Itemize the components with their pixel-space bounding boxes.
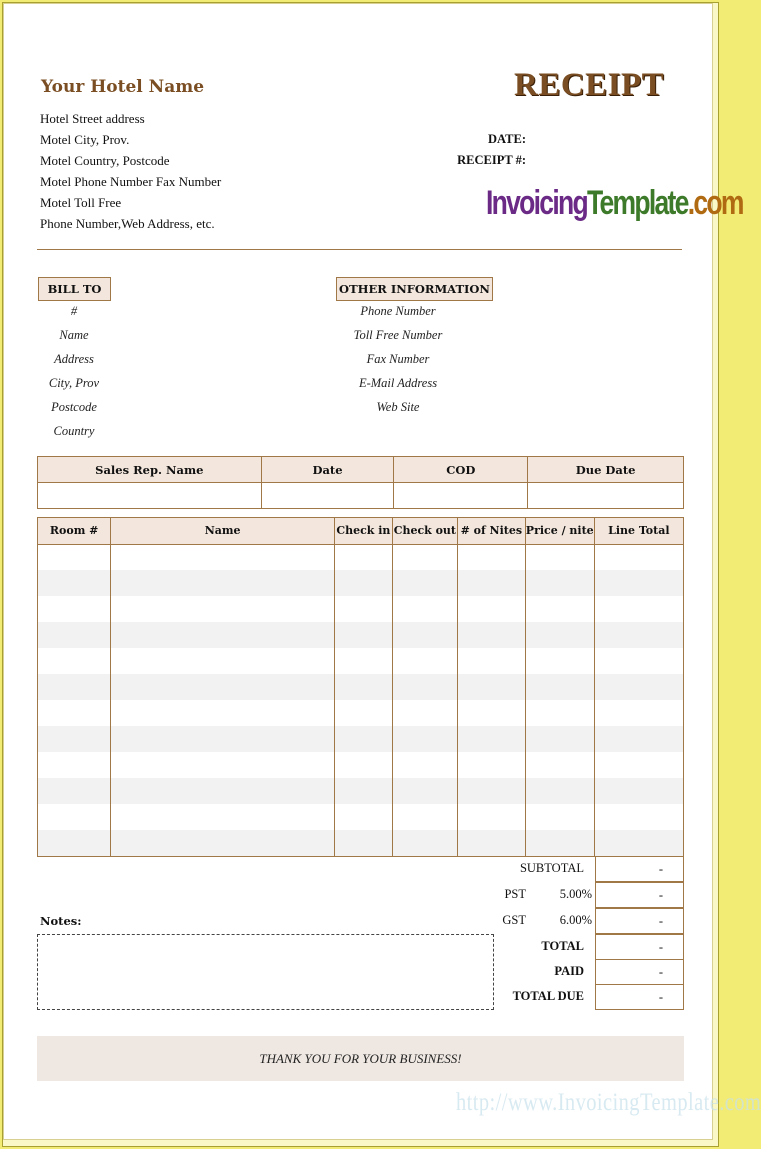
table-cell[interactable]: [594, 752, 683, 778]
company-logo: [486, 184, 743, 223]
table-cell[interactable]: [111, 674, 335, 700]
table-cell[interactable]: [111, 570, 335, 596]
table-cell[interactable]: [392, 778, 457, 804]
hotel-address-line[interactable]: Phone Number,Web Address, etc.: [40, 216, 215, 231]
hotel-address-line[interactable]: Motel Phone Number Fax Number: [40, 174, 222, 189]
table-cell[interactable]: [111, 700, 335, 726]
bill-to-field[interactable]: Country: [53, 424, 95, 438]
table-cell[interactable]: [111, 830, 335, 856]
table-row: [38, 570, 683, 596]
hotel-address-line[interactable]: Motel City, Prov.: [40, 132, 130, 147]
table-row: [38, 804, 683, 830]
table-cell[interactable]: [111, 648, 335, 674]
header-divider: [37, 249, 682, 250]
name-header: Name: [111, 518, 335, 544]
logo-text-part: Invoicing: [486, 184, 587, 222]
other-info-field[interactable]: Toll Free Number: [353, 328, 443, 342]
table-cell[interactable]: [457, 596, 525, 622]
table-cell[interactable]: [334, 648, 392, 674]
table-cell[interactable]: [334, 700, 392, 726]
subtotal-label: SUBTOTAL: [519, 861, 584, 875]
table-cell[interactable]: [38, 544, 111, 570]
table-row: [38, 700, 683, 726]
sales-header-row: [38, 457, 684, 483]
watermark-text: http://www.InvoicingTemplate.com: [456, 1089, 761, 1116]
items-header-row: [38, 518, 683, 544]
thank-you-text: THANK YOU FOR YOUR BUSINESS!: [259, 1050, 462, 1066]
table-cell[interactable]: [38, 830, 111, 856]
table-cell[interactable]: [392, 700, 457, 726]
other-info-field[interactable]: Fax Number: [366, 352, 430, 366]
table-cell[interactable]: [525, 726, 594, 752]
table-cell[interactable]: [38, 700, 111, 726]
table-cell[interactable]: [334, 726, 392, 752]
nites-header: # of Nites: [457, 518, 525, 544]
total-label: TOTAL: [541, 939, 584, 953]
items-table-container: [37, 517, 684, 857]
table-cell[interactable]: [392, 648, 457, 674]
receipt-page: [3, 3, 761, 1140]
table-cell[interactable]: [594, 544, 683, 570]
table-cell[interactable]: [525, 752, 594, 778]
receipt-number-label: RECEIPT #:: [457, 153, 526, 167]
due-date-header: Due Date: [528, 457, 684, 483]
bill-to-field[interactable]: City, Prov: [48, 376, 100, 390]
table-cell[interactable]: [111, 804, 335, 830]
table-cell[interactable]: [111, 752, 335, 778]
sales-value-row: [38, 483, 684, 509]
due-date-cell[interactable]: [528, 483, 684, 509]
table-cell[interactable]: [457, 804, 525, 830]
table-row: [38, 830, 683, 856]
table-cell[interactable]: [38, 752, 111, 778]
table-cell[interactable]: [594, 622, 683, 648]
table-row: [38, 648, 683, 674]
sales-rep-header: Sales Rep. Name: [38, 457, 262, 483]
table-row: [38, 778, 683, 804]
table-cell[interactable]: [457, 778, 525, 804]
table-cell[interactable]: [392, 544, 457, 570]
notes-label: Notes:: [40, 914, 82, 928]
table-cell[interactable]: [392, 596, 457, 622]
table-cell[interactable]: [525, 596, 594, 622]
table-cell[interactable]: [525, 544, 594, 570]
table-cell[interactable]: [525, 622, 594, 648]
table-cell[interactable]: [525, 700, 594, 726]
gst-label: GST: [502, 913, 526, 927]
total-value[interactable]: -: [595, 934, 684, 960]
table-cell[interactable]: [38, 804, 111, 830]
bill-to-field[interactable]: Name: [59, 328, 89, 342]
bill-to-field[interactable]: #: [70, 304, 78, 318]
table-cell[interactable]: [111, 596, 335, 622]
table-cell[interactable]: [594, 596, 683, 622]
table-row: [38, 596, 683, 622]
items-table: [38, 518, 683, 856]
table-cell[interactable]: [457, 648, 525, 674]
table-cell[interactable]: [594, 804, 683, 830]
hotel-name[interactable]: Your Hotel Name: [41, 77, 205, 97]
table-cell[interactable]: [392, 830, 457, 856]
table-cell[interactable]: [111, 778, 335, 804]
subtotal-value[interactable]: -: [595, 856, 684, 882]
bill-to-field[interactable]: Address: [54, 352, 94, 366]
table-cell[interactable]: [457, 700, 525, 726]
paid-label: PAID: [554, 964, 584, 978]
logo-text-part: .com: [687, 184, 743, 222]
gst-rate[interactable]: 6.00%: [559, 913, 592, 927]
pst-label: PST: [504, 887, 526, 901]
table-cell[interactable]: [525, 570, 594, 596]
hotel-address-line[interactable]: Hotel Street address: [40, 111, 145, 126]
table-cell[interactable]: [594, 700, 683, 726]
logo-text-part: Template: [586, 184, 688, 222]
check-in-header: Check in: [334, 518, 392, 544]
table-cell[interactable]: [457, 752, 525, 778]
table-cell[interactable]: [111, 726, 335, 752]
notes-field[interactable]: [37, 934, 494, 1010]
cod-header: COD: [394, 457, 528, 483]
sales-rep-cell[interactable]: [38, 483, 262, 509]
table-row: [38, 622, 683, 648]
table-cell[interactable]: [334, 830, 392, 856]
table-cell[interactable]: [457, 570, 525, 596]
other-info-field[interactable]: E-Mail Address: [358, 376, 438, 390]
date-cell[interactable]: [261, 483, 394, 509]
table-cell[interactable]: [38, 648, 111, 674]
table-cell[interactable]: [525, 804, 594, 830]
table-row: [38, 674, 683, 700]
table-row: [38, 544, 683, 570]
table-cell[interactable]: [457, 622, 525, 648]
table-cell[interactable]: [38, 596, 111, 622]
other-info-field[interactable]: Phone Number: [360, 304, 436, 318]
hotel-address-line[interactable]: Motel Toll Free: [40, 195, 122, 210]
table-cell[interactable]: [457, 674, 525, 700]
price-per-nite-header: Price / nite: [525, 518, 594, 544]
table-cell[interactable]: [392, 674, 457, 700]
thank-you-banner: [37, 1036, 684, 1081]
table-cell[interactable]: [38, 778, 111, 804]
table-cell[interactable]: [38, 622, 111, 648]
room-number-header: Room #: [38, 518, 111, 544]
total-due-label: TOTAL DUE: [512, 989, 584, 1003]
table-cell[interactable]: [594, 648, 683, 674]
table-cell[interactable]: [111, 622, 335, 648]
sales-info-table: [37, 456, 684, 509]
table-cell[interactable]: [594, 778, 683, 804]
table-cell[interactable]: [334, 804, 392, 830]
table-cell[interactable]: [38, 674, 111, 700]
table-cell[interactable]: [457, 544, 525, 570]
pst-value[interactable]: -: [595, 882, 684, 908]
table-row: [38, 752, 683, 778]
table-cell[interactable]: [392, 726, 457, 752]
table-cell[interactable]: [334, 622, 392, 648]
table-cell[interactable]: [594, 726, 683, 752]
table-cell[interactable]: [334, 596, 392, 622]
receipt-title: RECEIPT: [514, 67, 665, 103]
pst-rate[interactable]: 5.00%: [559, 887, 592, 901]
table-cell[interactable]: [334, 544, 392, 570]
table-cell[interactable]: [457, 726, 525, 752]
line-total-header: Line Total: [594, 518, 683, 544]
table-cell[interactable]: [111, 544, 335, 570]
table-cell[interactable]: [392, 570, 457, 596]
table-cell[interactable]: [334, 752, 392, 778]
date-label: DATE:: [488, 132, 526, 146]
table-cell[interactable]: [525, 648, 594, 674]
table-cell[interactable]: [457, 830, 525, 856]
check-out-header: Check out: [392, 518, 457, 544]
total-due-value[interactable]: -: [595, 984, 684, 1010]
table-cell[interactable]: [392, 622, 457, 648]
bill-to-field[interactable]: Postcode: [51, 400, 97, 414]
gst-value[interactable]: -: [595, 908, 684, 934]
table-cell[interactable]: [334, 674, 392, 700]
table-cell[interactable]: [38, 570, 111, 596]
table-cell[interactable]: [392, 804, 457, 830]
table-cell[interactable]: [525, 674, 594, 700]
bill-to-header: BILL TO: [38, 277, 111, 301]
cod-cell[interactable]: [394, 483, 528, 509]
table-cell[interactable]: [392, 752, 457, 778]
other-info-header: OTHER INFORMATION: [336, 277, 493, 301]
table-cell[interactable]: [594, 830, 683, 856]
other-info-field[interactable]: Web Site: [376, 400, 420, 414]
table-cell[interactable]: [525, 830, 594, 856]
table-cell[interactable]: [594, 570, 683, 596]
table-cell[interactable]: [334, 570, 392, 596]
table-cell[interactable]: [334, 778, 392, 804]
table-row: [38, 726, 683, 752]
table-cell[interactable]: [38, 726, 111, 752]
table-cell[interactable]: [594, 674, 683, 700]
paid-value[interactable]: -: [595, 959, 684, 985]
table-cell[interactable]: [525, 778, 594, 804]
date-header: Date: [261, 457, 394, 483]
hotel-address-line[interactable]: Motel Country, Postcode: [40, 153, 170, 168]
